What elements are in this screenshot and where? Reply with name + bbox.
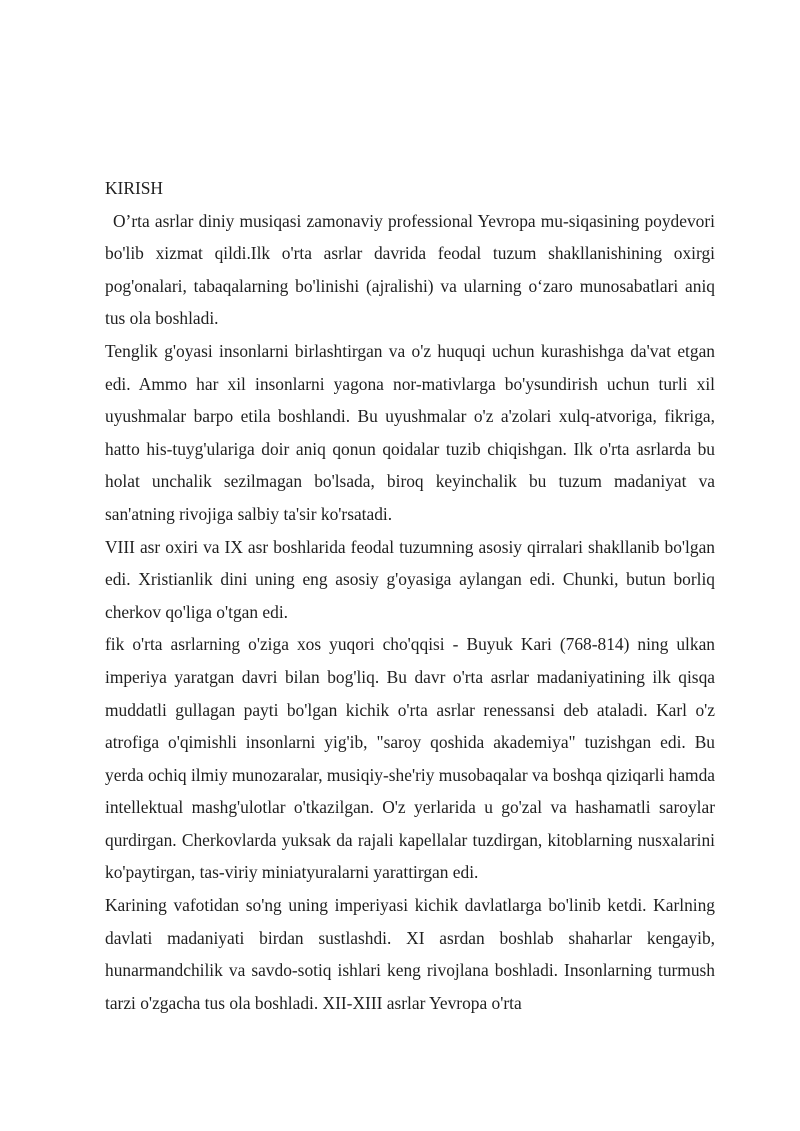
section-heading: KIRISH [105,178,163,198]
paragraph-4: fik o'rta asrlarning o'ziga xos yuqori cho'qqisi - Buyuk Kari (768-814) ning ulkan imperiya yaratgan davri bilan bog'liq. Bu davr o'rta asrlar madaniyatining ilk qisqa muddatli gullagan payti bo'lgan kichik o'rta asrlar renessansi deb ataladi. Karl o'z atrofiga o'qimishli insonlarni yig'ib, "saroy qoshida akademiya" tuzishgan edi. Bu yerda ochiq ilmiy munozaralar, musiqiy-she'riy musobaqalar va boshqa qiziqarli hamda intellektual mashg'ulotlar o'tkazilgan. O'z yerlarida u go'zal va hashamatli saroylar qurdirgan. Cherkovlarda yuksak da rajali kapellalar tuzdirgan, kitoblarning nusxalarini ko'paytirgan, tas-viriy miniatyuralarni yarattirgan edi. [105,634,715,883]
paragraph-3: VIII asr oxiri va IX asr boshlarida feodal tuzumning asosiy qirralari shakllanib bo'lgan edi. Xristianlik dini uning eng asosiy g'oyasiga aylangan edi. Chunki, butun borliq cherkov qo'liga o'tgan edi. [105,536,715,622]
paragraph-5: Karining vafotidan so'ng uning imperiyasi kichik davlatlarga bo'linib ketdi. Karlning davlati madaniyati birdan sustlashdi. XI asrdan boshlab shaharlar kengayib, hunarmandchilik va savdo-sotiq ishlari keng rivojlana boshladi. Insonlarning turmush tarzi o'zgacha tus ola boshladi. XII-XIII asrlar Yevropa o'rta [105,895,715,1013]
document-body [105,172,715,1019]
paragraph-1: O’rta asrlar diniy musiqasi zamonaviy professional Yevropa mu-siqasining poydevori bo'lib xizmat qildi.Ilk o'rta asrlar davrida feodal tuzum shakllanishining oxirgi pog'onalari, tabaqalarning bo'linishi (ajralishi) va ularning o‘zaro munosabatlari aniq tus ola boshladi. [105,210,715,329]
paragraph-2: Tenglik g'oyasi insonlarni birlashtirgan va o'z huquqi uchun kurashishga da'vat etgan edi. Ammo har xil insonlarni yagona nor-mativlarga bo'ysundirish uchun turli xil uyushmalar barpo etila boshlandi. Bu uyushmalar o'z a'zolari xulq-atvoriga, fikriga, hatto his-tuyg'ulariga doir aniq qonun qoidalar tuzib chiqishgan. Ilk o'rta asrlarda bu holat unchalik sezilmagan bo'lsada, biroq keyinchalik bu tuzum madaniyat va san'atning rivojiga salbiy ta'sir ko'rsatadi. [105,340,715,524]
